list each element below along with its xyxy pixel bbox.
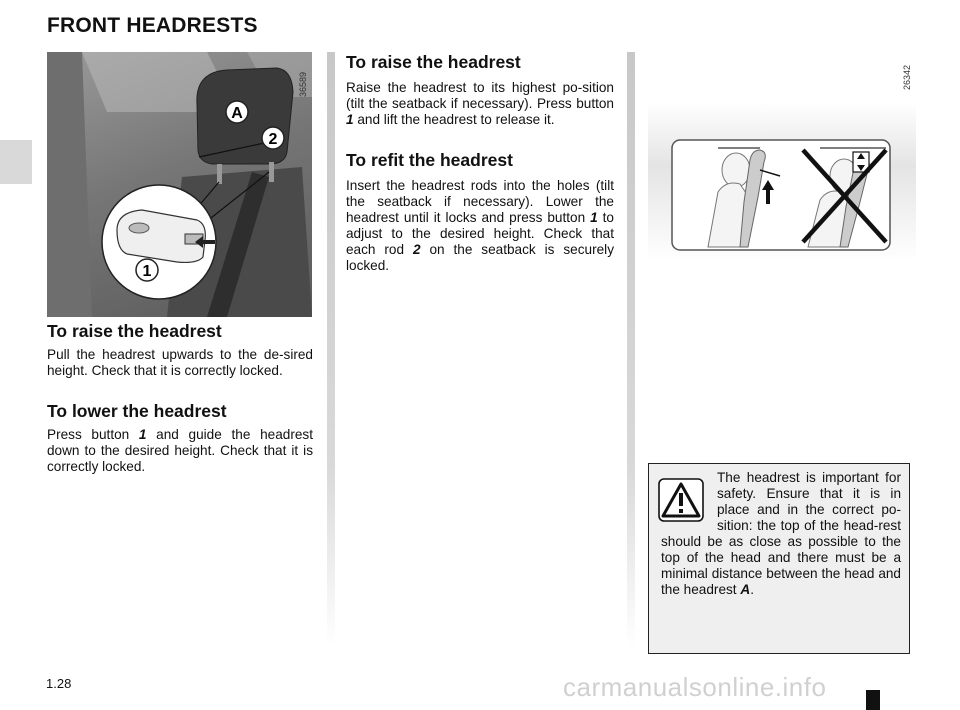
headrest-photo [47, 52, 312, 317]
image-ref-code: 36589 [298, 71, 308, 97]
section-heading: To refit the headrest [346, 150, 513, 170]
button-ref: 1 [590, 210, 598, 225]
page-number: 1.28 [46, 676, 72, 691]
watermark: carmanualsonline.info [563, 672, 827, 702]
label-2: 2 [268, 131, 278, 148]
section-heading: To raise the headrest [346, 52, 521, 72]
section-refit [346, 150, 614, 274]
safety-warning-box [648, 463, 910, 654]
page-title: FRONT HEADRESTS [47, 14, 258, 37]
section-text: Pull the headrest upwards to the de-sired height. Check that it is correctly locked. [47, 347, 313, 378]
button-ref: 1 [346, 112, 354, 127]
illustration-drawing [648, 52, 916, 272]
label-1: 1 [142, 263, 152, 280]
illustration-ref-code: 26342 [902, 64, 912, 90]
column-divider-left [327, 52, 335, 647]
headrest-position-illustration [648, 52, 916, 272]
headrest-photo-drawing [47, 52, 312, 317]
section-lower [47, 401, 313, 475]
section-heading: To raise the headrest [47, 321, 222, 341]
rod-ref: 2 [412, 242, 421, 257]
section-text: Raise the headrest to its highest po-sition (tilt the seatback if necessary). Press button 1 and lift the headrest to release it. [346, 80, 614, 127]
section-raise-remove [346, 52, 614, 128]
warning-text: The headrest is important for safety. Ensure that it is in place and in the correct po-sition: the top of the head-rest should be as close as possible to the top of the head and there must be a minimal distance between the head and the headrest A. [661, 470, 901, 597]
middle-column [346, 52, 614, 274]
corner-mark [866, 690, 880, 710]
section-text: Insert the headrest rods into the holes (tilt the seatback if necessary). Lower the headrest until it locks and press button 1 to adjust to the desired height. Check that each rod 2 on the seatback is securely locked. [346, 178, 614, 273]
left-column [47, 52, 313, 475]
column-divider-right [627, 52, 635, 647]
headrest-ref: A [740, 582, 751, 597]
section-text: Press button 1 and guide the headrest down to the desired height. Check that it is correctly locked. [47, 427, 313, 474]
section-raise-left [47, 321, 313, 379]
section-heading: To lower the headrest [47, 401, 227, 421]
button-ref: 1 [138, 427, 147, 442]
chapter-tab [0, 140, 32, 184]
label-a: A [231, 105, 243, 122]
